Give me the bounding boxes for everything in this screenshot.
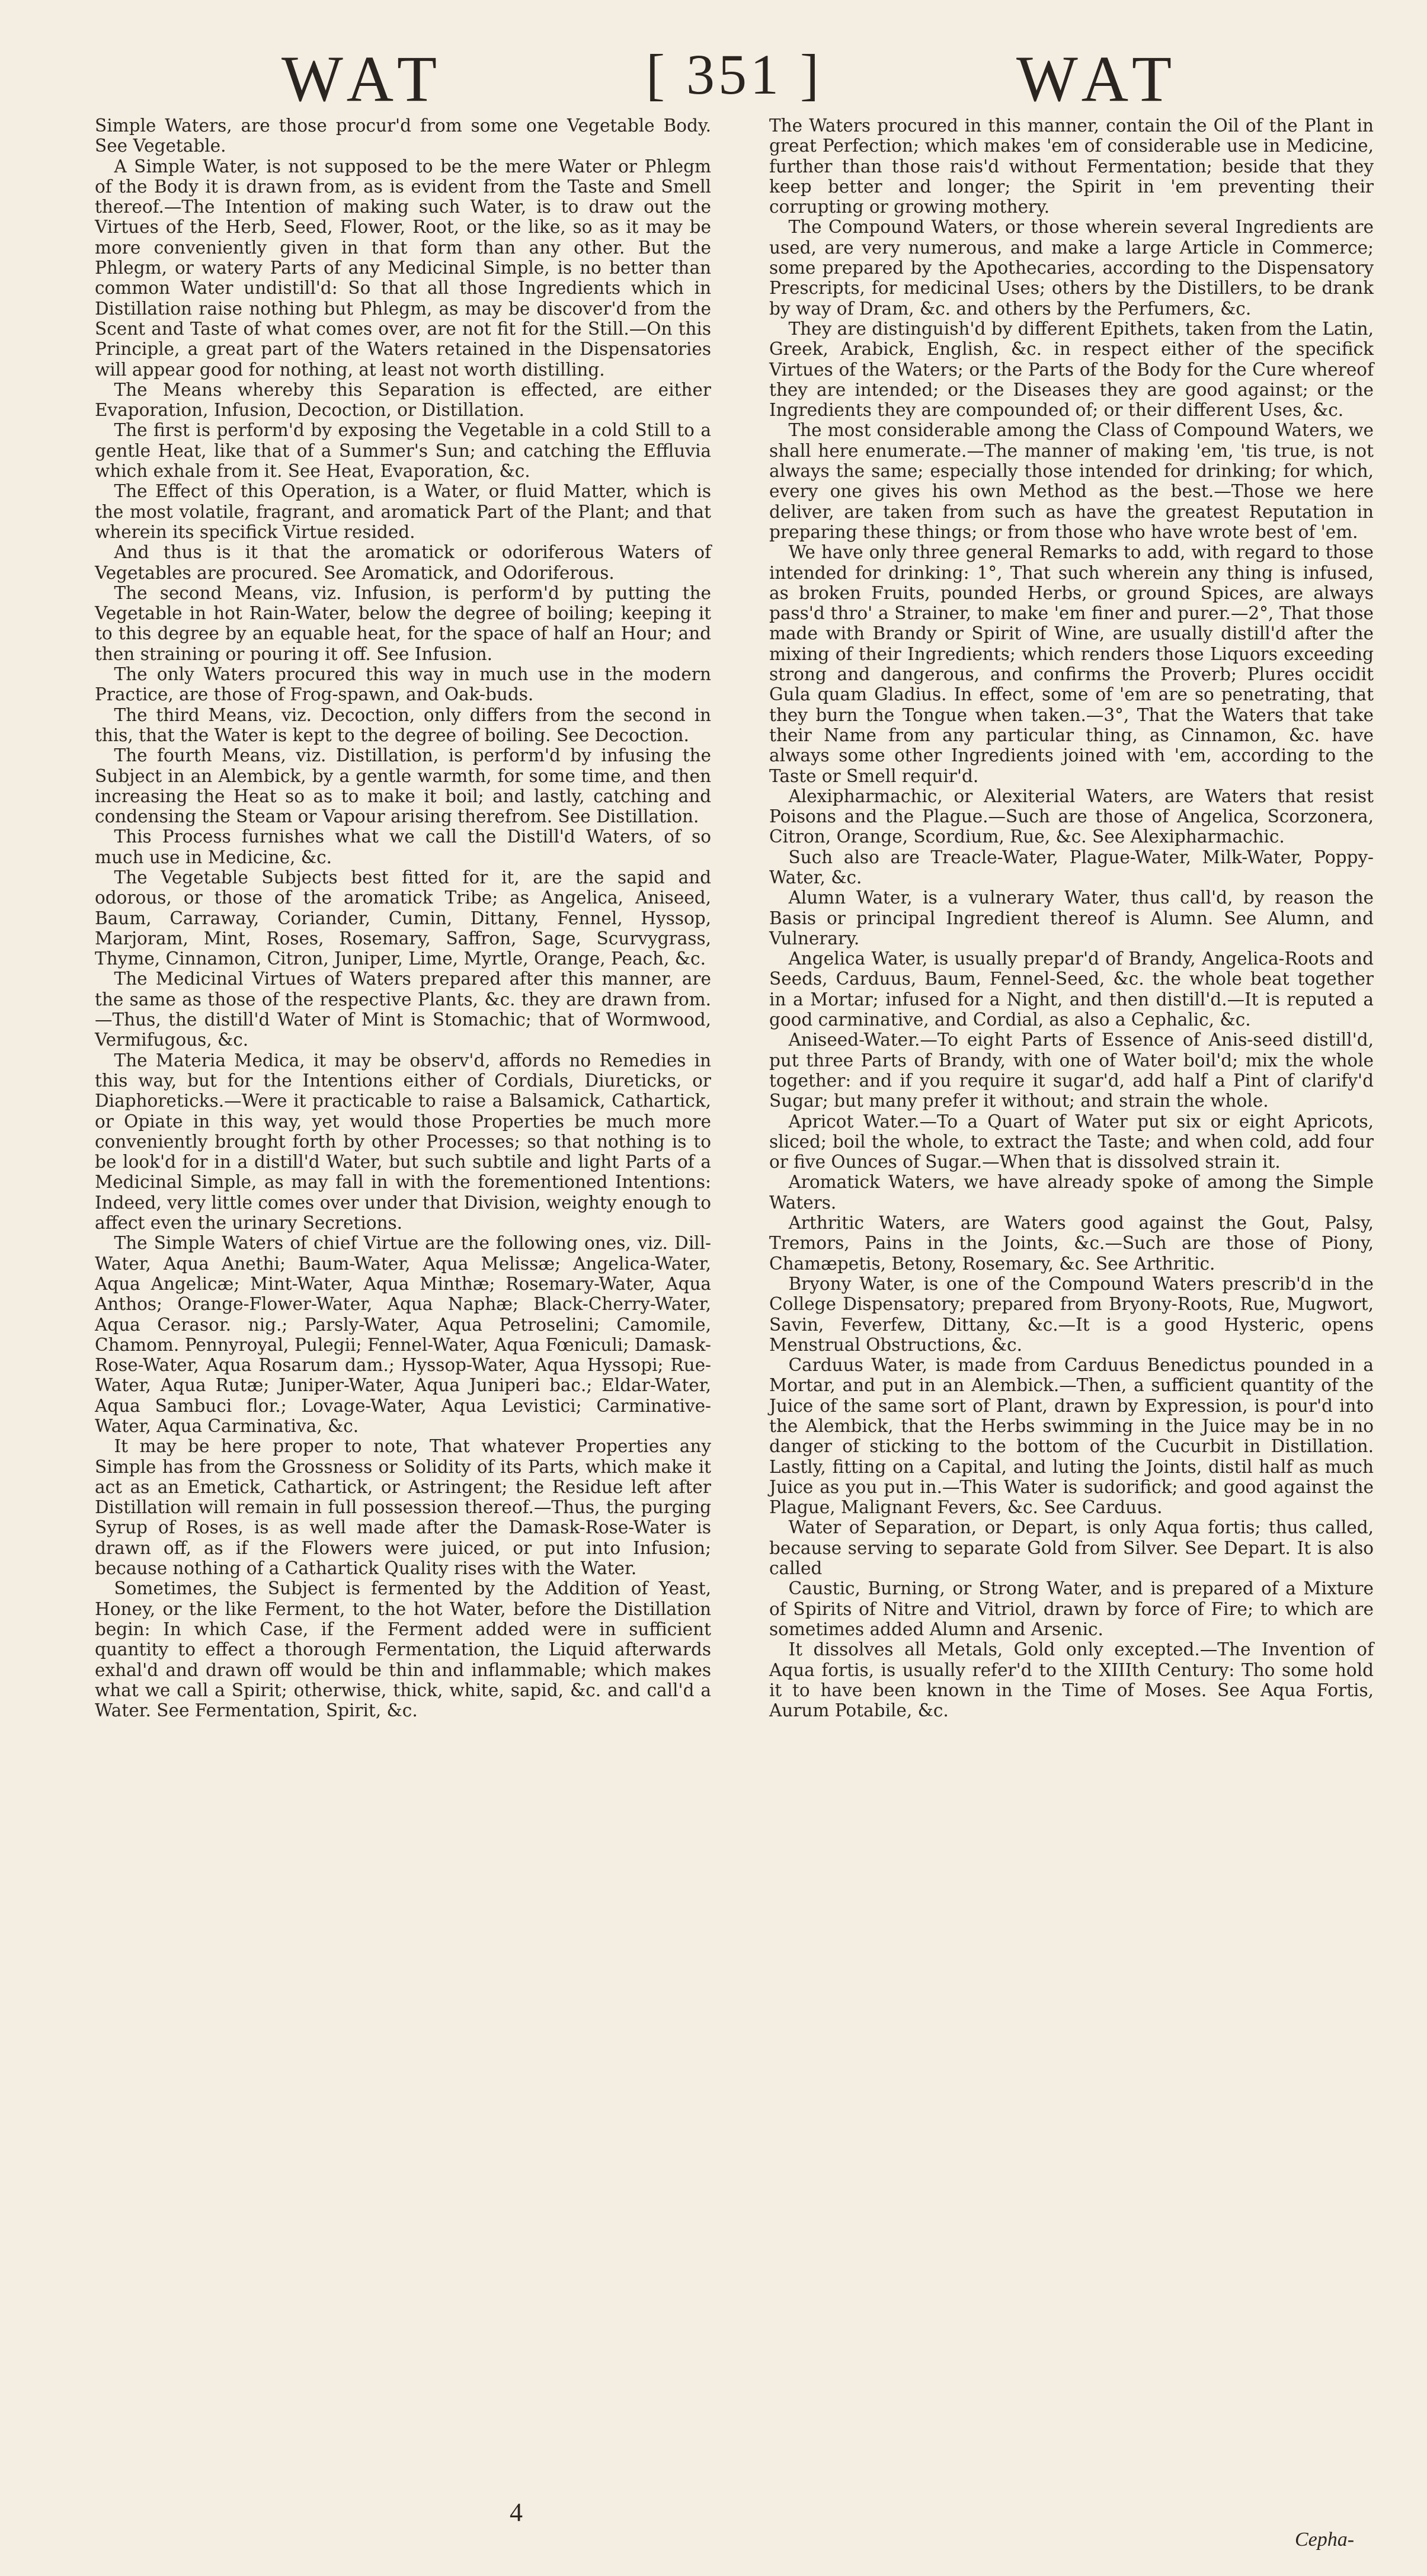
paragraph: The fourth Means, viz. Distillation, is perform'd by infusing the Subject in an Alembick, by a gentle warmth, for some time, and then increasing the Heat so as to make it boil; and lastly, catching and condensing the Steam or Vapour arising therefrom. See Distillation. xyxy=(95,745,711,827)
paragraph: The Simple Waters of chief Virtue are the following ones, viz. Dill-Water, Aqua Anethi; Baum-Water, Aqua Melissæ; Angelica-Water, Aqua Angelicæ; Mint-Water, Aqua Minthæ; Rosemary-Water, Aqua Anthos; Orange-Flower-Water, Aqua Naphæ; Black-Cherry-Water, Aqua Cerasor. nig.; Parsly-Water, Aqua Petroselini; Camomile, Chamom. Pennyroyal, Pulegii; Fennel-Water, Aqua Fœniculi; Damask-Rose-Water, Aqua Rosarum dam.; Hyssop-Water, Aqua Hyssopi; Rue-Water, Aqua Rutæ; Juniper-Water, Aqua Juniperi bac.; Eldar-Water, Aqua Sambuci flor.; Lovage-Water, Aqua Levistici; Carminative-Water, Aqua Carminativa, &c. xyxy=(95,1233,711,1436)
paragraph: The Means whereby this Separation is effected, are either Evaporation, Infusion, Decoction, or Distillation. xyxy=(95,379,711,421)
paragraph: Caustic, Burning, or Strong Water, and is prepared of a Mixture of Spirits of Nitre and Vitriol, drawn by force of Fire; to which are sometimes added Alumn and Arsenic. xyxy=(769,1578,1374,1639)
catchword: Cepha- xyxy=(1295,2529,1355,2551)
paragraph: Apricot Water.—To a Quart of Water put six or eight Apricots, sliced; boil the whole, to extract the Taste; and when cold, add four or five Ounces of Sugar.—When that is dissolved strain it. xyxy=(769,1111,1374,1172)
paragraph: Aniseed-Water.—To eight Parts of Essence of Anis-seed distill'd, put three Parts of Brandy, with one of Water boil'd; mix the whole together: and if you require it sugar'd, add half a Pint of clarify'd Sugar; but many prefer it without; and strain the whole. xyxy=(769,1030,1374,1111)
paragraph: The third Means, viz. Decoction, only differs from the second in this, that the Water is kept to the degree of boiling. See Decoction. xyxy=(95,704,711,745)
paragraph: The Waters procured in this manner, contain the Oil of the Plant in great Perfection; which makes 'em of considerable use in Medicine, further than those rais'd without Fermentation; beside that they keep better and longer; the Spirit in 'em preventing their corrupting or growing mothery. xyxy=(769,116,1374,217)
signature-mark: 4 xyxy=(510,2498,523,2527)
right-column xyxy=(769,116,1374,1720)
header-left-word: WAT xyxy=(281,43,448,115)
paragraph: It dissolves all Metals, Gold only excepted.—The Invention of Aqua fortis, is usually refer'd to the XIIIth Century: Tho some hold it to have been known in the Time of Moses. See Aqua Fortis, Aurum Potabile, &c. xyxy=(769,1639,1374,1721)
paragraph: Alumn Water, is a vulnerary Water, thus call'd, by reason the Basis or principal Ingredient thereof is Alumn. See Alumn, and Vulnerary. xyxy=(769,887,1374,949)
paragraph: A Simple Water, is not supposed to be the mere Water or Phlegm of the Body it is drawn from, as is evident from the Taste and Smell thereof.—The Intention of making such Water, is to draw out the Virtues of the Herb, Seed, Flower, Root, or the like, so as it may be more conveniently given in that form than any other. But the Phlegm, or watery Parts of any Medicinal Simple, is no better than common Water undistill'd: So that all those Ingredients which in Distillation raise nothing but Phlegm, as may be discover'd from the Scent and Taste of what comes over, are not fit for the Still.—On this Principle, a great part of the Waters retained in the Dispensatories will appear good for nothing, at least not worth distilling. xyxy=(95,156,711,380)
paragraph: The Medicinal Virtues of Waters prepared after this manner, are the same as those of the respective Plants, &c. they are drawn from.—Thus, the distill'd Water of Mint is Stomachic; that of Wormwood, Vermifugous, &c. xyxy=(95,969,711,1050)
paragraph: Simple Waters, are those procur'd from some one Vegetable Body. See Vegetable. xyxy=(95,116,711,156)
page-number: [ 351 ] xyxy=(646,43,823,106)
left-column xyxy=(95,116,711,1720)
paragraph: This Process furnishes what we call the Distill'd Waters, of so much use in Medicine, &c. xyxy=(95,826,711,867)
paragraph: The second Means, viz. Infusion, is perform'd by putting the Vegetable in hot Rain-Water, below the degree of boiling; keeping it to this degree by an equable heat, for the space of half an Hour; and then straining or pouring it off. See Infusion. xyxy=(95,582,711,664)
paragraph: Alexipharmachic, or Alexiterial Waters, are Waters that resist Poisons and the Plague.—Such are those of Angelica, Scorzonera, Citron, Orange, Scordium, Rue, &c. See Alexipharmachic. xyxy=(769,786,1374,847)
running-header xyxy=(0,41,1427,118)
paragraph: The only Waters procured this way in much use in the modern Practice, are those of Frog-spawn, and Oak-buds. xyxy=(95,664,711,705)
paragraph: Water of Separation, or Depart, is only Aqua fortis; thus called, because serving to separate Gold from Silver. See Depart. It is also called xyxy=(769,1517,1374,1579)
paragraph: Such also are Treacle-Water, Plague-Water, Milk-Water, Poppy-Water, &c. xyxy=(769,847,1374,887)
header-right-word: WAT xyxy=(1016,43,1183,115)
paragraph: Arthritic Waters, are Waters good against the Gout, Palsy, Tremors, Pains in the Joints, &c.—Such are those of Piony, Chamæpetis, Betony, Rosemary, &c. See Arthritic. xyxy=(769,1213,1374,1274)
paragraph: The most considerable among the Class of Compound Waters, we shall here enumerate.—The manner of making 'em, 'tis true, is not always the same; especially those intended for drinking; for which, every one gives his own Method as the best.—Those we here deliver, are taken from such as have the greatest Reputation in preparing these things; or from those who have wrote best of 'em. xyxy=(769,420,1374,542)
paragraph: Sometimes, the Subject is fermented by the Addition of Yeast, Honey, or the like Ferment, to the hot Water, before the Distillation begin: In which Case, if the Ferment added were in sufficient quantity to effect a thorough Fermentation, the Liquid afterwards exhal'd and drawn off would be thin and inflammable; which makes what we call a Spirit; otherwise, thick, white, sapid, &c. and call'd a Water. See Fermentation, Spirit, &c. xyxy=(95,1578,711,1721)
paragraph: It may be here proper to note, That whatever Properties any Simple has from the Grossness or Solidity of its Parts, which make it act as an Emetick, Cathartick, or Astringent; the Residue left after Distillation will remain in full possession thereof.—Thus, the purging Syrup of Roses, is as well made after the Damask-Rose-Water is drawn off, as if the Flowers were juiced, or put into Infusion; because nothing of a Cathartick Quality rises with the Water. xyxy=(95,1436,711,1579)
paragraph: The Effect of this Operation, is a Water, or fluid Matter, which is the most volatile, fragrant, and aromatick Part of the Plant; and that wherein its specifick Virtue resided. xyxy=(95,481,711,542)
paragraph: Carduus Water, is made from Carduus Benedictus pounded in a Mortar, and put in an Alembick.—Then, a sufficient quantity of the Juice of the same sort of Plant, drawn by Expression, is pour'd into the Alembick, that the Herbs swimming in the Juice may be in no danger of sticking to the bottom of the Cucurbit in Distillation. Lastly, fitting on a Capital, and luting the Joints, distil half as much Juice as you put in.—This Water is sudorifick; and good against the Plague, Malignant Fevers, &c. See Carduus. xyxy=(769,1355,1374,1518)
paragraph: And thus is it that the aromatick or odoriferous Waters of Vegetables are procured. See Aromatick, and Odoriferous. xyxy=(95,542,711,583)
paragraph: We have only three general Remarks to add, with regard to those intended for drinking: 1°, That such wherein any thing is infused, as broken Fruits, pounded Herbs, or ground Spices, are always pass'd thro' a Strainer, to make 'em finer and purer.—2°, That those made with Brandy or Spirit of Wine, are usually distill'd after the mixing of their Ingredients; which renders those Liquors exceeding strong and dangerous, and confirms the Proverb; Plures occidit Gula quam Gladius. In effect, some of 'em are so penetrating, that they burn the Tongue when taken.—3°, That the Waters that take their Name from any particular thing, as Cinnamon, &c. have always some other Ingredients joined with 'em, according to the Taste or Smell requir'd. xyxy=(769,542,1374,786)
paragraph: The Materia Medica, it may be observ'd, affords no Remedies in this way, but for the Intentions either of Cordials, Diureticks, or Diaphoreticks.—Were it practicable to raise a Balsamick, Cathartick, or Opiate in this way, yet would those Properties be much more conveniently brought forth by other Processes; so that nothing is to be look'd for in a distill'd Water, but such subtile and light Parts of a Medicinal Simple, as may fall in with the forementioned Intentions: Indeed, very little comes over under that Division, weighty enough to affect even the urinary Secretions. xyxy=(95,1050,711,1233)
paragraph: Angelica Water, is usually prepar'd of Brandy, Angelica-Roots and Seeds, Carduus, Baum, Fennel-Seed, &c. the whole beat together in a Mortar; infused for a Night, and then distill'd.—It is reputed a good carminative, and Cordial, as also a Cephalic, &c. xyxy=(769,949,1374,1030)
paragraph: Bryony Water, is one of the Compound Waters prescrib'd in the College Dispensatory; prepared from Bryony-Roots, Rue, Mugwort, Savin, Feverfew, Dittany, &c.—It is a good Hysteric, opens Menstrual Obstructions, &c. xyxy=(769,1273,1374,1355)
paragraph: The Vegetable Subjects best fitted for it, are the sapid and odorous, or those of the aromatick Tribe; as Angelica, Aniseed, Baum, Carraway, Coriander, Cumin, Dittany, Fennel, Hyssop, Marjoram, Mint, Roses, Rosemary, Saffron, Sage, Scurvygrass, Thyme, Cinnamon, Citron, Juniper, Lime, Myrtle, Orange, Peach, &c. xyxy=(95,867,711,969)
paragraph: They are distinguish'd by different Epithets, taken from the Latin, Greek, Arabick, English, &c. in respect either of the specifick Virtues of the Waters; or the Parts of the Body for the Cure whereof they are intended; or the Diseases they are good against; or the Ingredients they are compounded of; or their different Uses, &c. xyxy=(769,318,1374,421)
paragraph: The Compound Waters, or those wherein several Ingredients are used, are very numerous, and make a large Article in Commerce; some prepared by the Apothecaries, according to the Dispensatory Prescripts, for medicinal Uses; others by the Distillers, to be drank by way of Dram, &c. and others by the Perfumers, &c. xyxy=(769,217,1374,319)
paragraph: Aromatick Waters, we have already spoke of among the Simple Waters. xyxy=(769,1172,1374,1213)
paragraph: The first is perform'd by exposing the Vegetable in a cold Still to a gentle Heat, like that of a Summer's Sun; and catching the Effluvia which exhale from it. See Heat, Evaporation, &c. xyxy=(95,420,711,482)
